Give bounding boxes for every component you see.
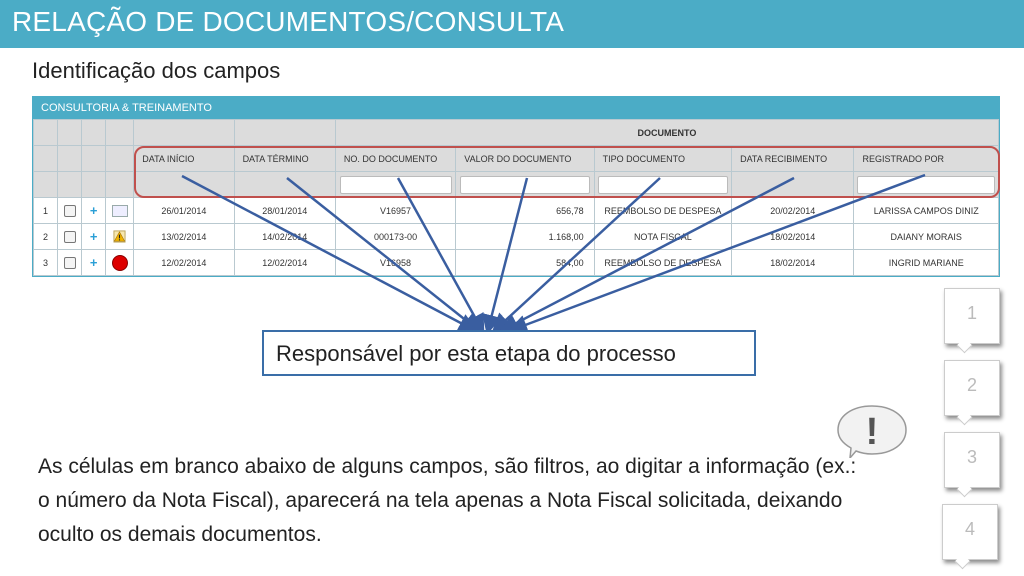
cell-documento: V16957 [335,198,455,224]
cell-valor: 584,00 [456,250,594,276]
col-header-registrado-por[interactable]: REGISTRADO POR [854,146,999,172]
row-checkbox[interactable] [64,205,76,217]
col-header-tipo-documento[interactable]: TIPO DOCUMENTO [594,146,731,172]
envelope-icon [112,205,128,217]
col-header-no-documento[interactable]: NO. DO DOCUMENTO [335,146,455,172]
cell-registrado: DAIANY MORAIS [854,224,999,250]
table-row [34,224,999,250]
col-header-data-inicio[interactable]: DATA INÍCIO [134,146,234,172]
table-caption: CONSULTORIA & TREINAMENTO [33,97,999,119]
cell-recibimento: 18/02/2014 [732,250,854,276]
table-row [34,198,999,224]
cell-data-termino: 14/02/2014 [234,224,335,250]
cell-registrado: LARISSA CAMPOS DINIZ [854,198,999,224]
nav-card-4[interactable]: 4 [942,504,998,560]
cell-recibimento: 20/02/2014 [732,198,854,224]
group-header-row [34,120,999,146]
cell-data-termino: 28/01/2014 [234,198,335,224]
row-number: 1 [34,198,58,224]
callout-text: Responsável por esta etapa do processo [276,341,676,366]
explanation-text: As células em branco abaixo de alguns campos, são filtros, ao digitar a informação (ex.: o número da Nota Fiscal), aparecerá na tela apenas a Nota Fiscal solicitada, deixando oculto os demais documentos. [38,455,857,546]
cell-data-inicio: 26/01/2014 [134,198,234,224]
row-number: 2 [34,224,58,250]
expand-plus-icon[interactable]: + [89,255,98,270]
cell-valor: 656,78 [456,198,594,224]
cell-documento: 000173-00 [335,224,455,250]
cell-tipo: NOTA FISCAL [594,224,731,250]
cell-valor: 1.168,00 [456,224,594,250]
cell-data-inicio: 12/02/2014 [134,250,234,276]
cell-registrado: INGRID MARIANE [854,250,999,276]
col-header-valor-documento[interactable]: VALOR DO DOCUMENTO [456,146,594,172]
nav-card-1[interactable]: 1 [944,288,1000,344]
expand-plus-icon[interactable]: + [89,203,98,218]
warning-icon [113,230,126,243]
cell-data-inicio: 13/02/2014 [134,224,234,250]
row-number: 3 [34,250,58,276]
bubble-mark: ! [865,411,879,453]
section-subtitle: Identificação dos campos [32,58,281,83]
cell-tipo: REEMBOLSO DE DESPESA [594,198,731,224]
nav-card-2[interactable]: 2 [944,360,1000,416]
exclamation-bubble-icon [836,404,908,458]
table-row [34,250,999,276]
expand-plus-icon[interactable]: + [89,229,98,244]
cell-documento: V16958 [335,250,455,276]
nav-card-3[interactable]: 3 [944,432,1000,488]
col-header-data-termino[interactable]: DATA TÉRMINO [234,146,335,172]
group-header-documento: DOCUMENTO [335,120,998,146]
cell-tipo: REEMBOLSO DE DESPESA [594,250,731,276]
callout-box [262,330,756,376]
col-header-data-recibimento[interactable]: DATA RECIBIMENTO [732,146,854,172]
header-highlight-outline [134,146,1000,198]
cell-data-termino: 12/02/2014 [234,250,335,276]
row-checkbox[interactable] [64,257,76,269]
red-dot-icon [112,255,128,271]
cell-recibimento: 18/02/2014 [732,224,854,250]
row-checkbox[interactable] [64,231,76,243]
title-bar [0,0,1024,48]
page-title: RELAÇÃO DE DOCUMENTOS/CONSULTA [12,6,565,37]
